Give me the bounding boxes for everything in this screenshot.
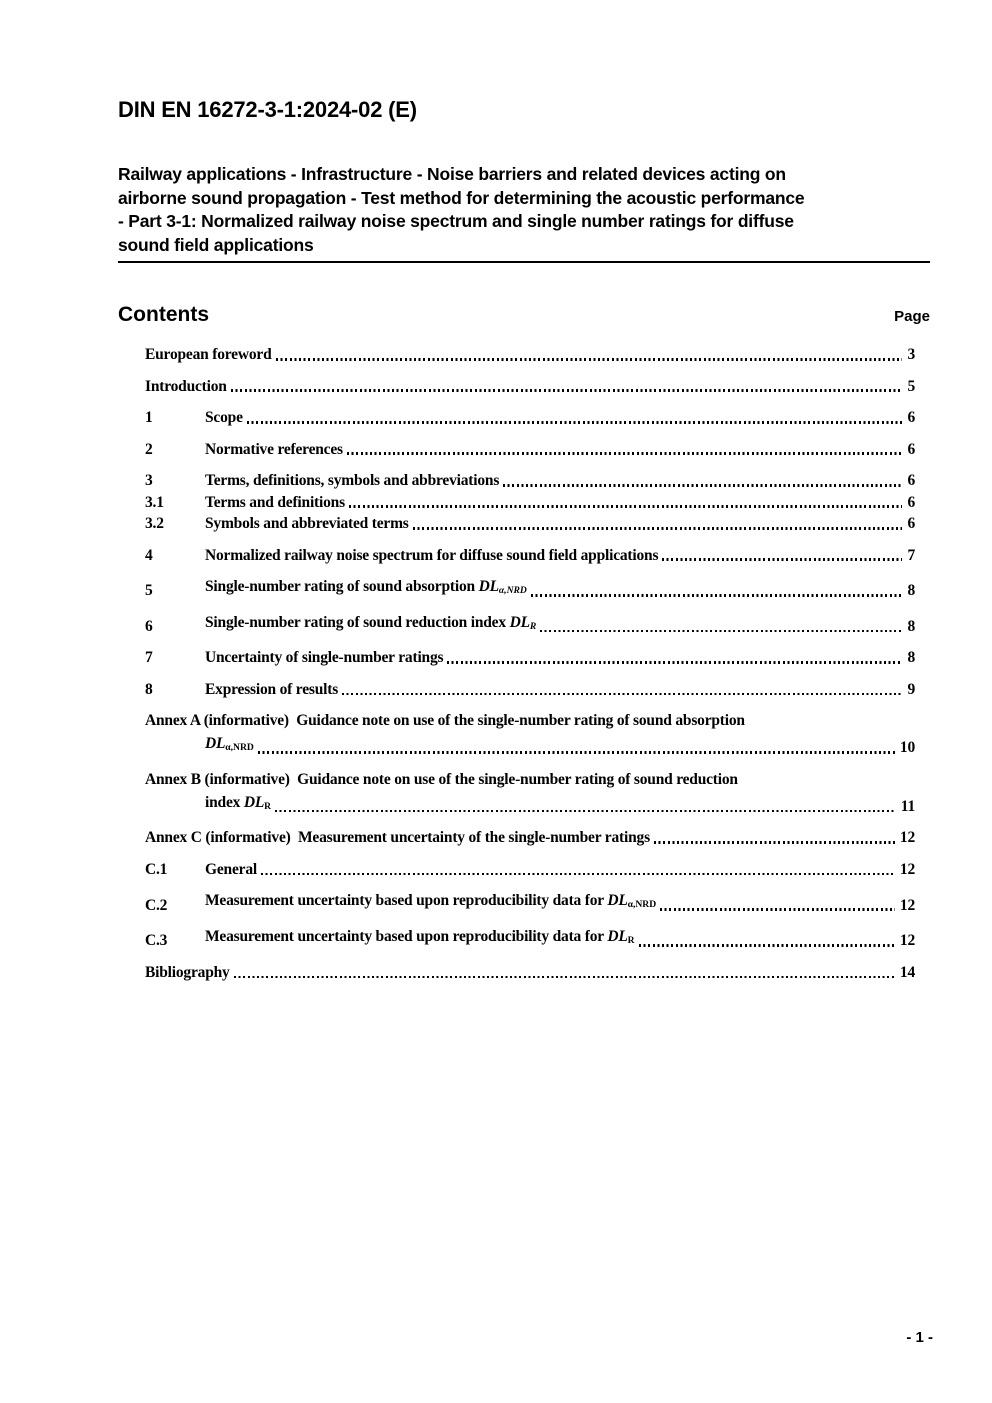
toc-entry-label: Annex B (informative) Guidance note on use of the single-number rating of sound reduction	[145, 770, 738, 788]
toc-entry	[145, 613, 915, 636]
dot-leader	[342, 693, 902, 696]
dot-leader	[276, 358, 903, 361]
toc-entry-number: 8	[145, 680, 153, 698]
toc-entry-label: Terms, definitions, symbols and abbreviations	[205, 472, 500, 489]
document-code: DIN EN 16272-3-1:2024-02 (E)	[118, 97, 417, 122]
toc-entry-label: Annex C (informative) Measurement uncertainty of the single-number ratings	[145, 829, 650, 847]
toc-entry-number: 3.1	[145, 493, 164, 511]
toc-entry	[145, 440, 915, 459]
toc-entry-label: Measurement uncertainty based upon reproducibility data for DLR	[205, 928, 635, 947]
toc-entry-label: Scope	[205, 409, 243, 426]
toc-entry-label: Symbols and abbreviated terms	[205, 515, 409, 532]
document-title-line: airborne sound propagation - Test method for determining the acoustic performance	[118, 187, 805, 208]
toc-entry	[145, 471, 915, 490]
toc-entry	[145, 793, 915, 816]
toc-entry	[145, 711, 915, 730]
toc-entry-label: General	[205, 860, 257, 878]
toc-entry-number: C.1	[145, 860, 168, 878]
toc-entry-number: 2	[145, 440, 153, 458]
toc-page-number: 7	[907, 546, 915, 564]
toc-page-number: 10	[899, 739, 915, 757]
dot-leader	[258, 751, 895, 754]
toc-page-number: 8	[907, 617, 915, 635]
toc-page-number: 6	[907, 440, 915, 458]
document-title-line: - Part 3-1: Normalized railway noise spectrum and single number ratings for diffuse	[118, 211, 794, 231]
contents-heading: Contents	[118, 303, 209, 326]
dot-leader	[654, 841, 895, 844]
toc-entry-label: Normative references	[205, 440, 343, 458]
dot-leader	[234, 976, 895, 979]
dot-leader	[540, 630, 902, 633]
toc-page-number: 12	[899, 932, 915, 950]
toc-entry-label: Single-number rating of sound reduction index DLR	[205, 613, 537, 632]
dot-leader	[662, 558, 902, 561]
page-column-label: Page	[894, 308, 930, 325]
toc-entry-label: Expression of results	[205, 680, 339, 698]
toc-entry-number: 3.2	[145, 515, 164, 532]
dot-leader	[413, 527, 903, 530]
dot-leader	[660, 908, 895, 911]
dot-leader	[447, 661, 902, 664]
toc-entry-number: 1	[145, 409, 153, 426]
page-content	[118, 97, 930, 982]
dot-leader	[639, 944, 895, 947]
toc-entry	[145, 377, 915, 396]
toc-page-number: 8	[907, 649, 915, 667]
toc-entry	[145, 345, 915, 364]
toc-entry	[145, 577, 915, 600]
toc-page-number: 11	[900, 797, 915, 815]
toc-entry	[145, 648, 915, 667]
toc-page-number: 6	[907, 409, 915, 426]
toc-page-number: 12	[899, 860, 915, 878]
toc-entry-label: Single-number rating of sound absorption DLα,NRD	[205, 578, 527, 597]
dot-leader	[275, 810, 896, 813]
toc-entry-label: Bibliography	[145, 963, 230, 981]
toc-list	[145, 345, 915, 982]
toc-entry-number: 5	[145, 582, 153, 600]
dot-leader	[503, 484, 902, 487]
toc-entry	[145, 891, 915, 914]
toc-entry-label: Measurement uncertainty based upon reproducibility data for DLα,NRD	[205, 892, 657, 911]
toc-page-number: 12	[899, 896, 915, 914]
toc-entry-label: Introduction	[145, 377, 227, 395]
footer-page-number: - 1 -	[906, 1329, 933, 1346]
toc-page-number: 5	[907, 377, 915, 395]
toc-entry-number: 7	[145, 649, 153, 667]
toc-page-number: 6	[907, 472, 915, 489]
toc-entry-label: DLα,NRD	[205, 735, 254, 754]
toc-page-number: 6	[907, 515, 915, 532]
dot-leader	[349, 505, 903, 508]
toc-entry	[145, 514, 915, 533]
toc-page-number: 8	[907, 582, 915, 600]
toc-entry	[145, 546, 915, 565]
toc-entry	[145, 734, 915, 757]
toc-page-number: 9	[907, 680, 915, 698]
toc-entry	[145, 408, 915, 427]
toc-entry	[145, 770, 915, 789]
toc-entry-label: Annex A (informative) Guidance note on use of the single-number rating of sound absorption	[145, 712, 745, 730]
toc-page-number: 3	[907, 346, 915, 363]
toc-page-number: 14	[899, 963, 915, 981]
toc-entry-number: C.3	[145, 932, 168, 950]
toc-entry-label: Uncertainty of single-number ratings	[205, 649, 444, 667]
toc-page-number: 6	[907, 493, 915, 511]
dot-leader	[347, 452, 903, 455]
toc-entry-number: 3	[145, 472, 153, 489]
dot-leader	[531, 594, 903, 597]
toc-entry	[145, 927, 915, 950]
toc-entry-label: Terms and definitions	[205, 493, 345, 511]
document-title	[118, 163, 930, 257]
dot-leader	[261, 873, 895, 876]
toc-page-number: 12	[899, 829, 915, 847]
toc-entry	[145, 680, 915, 699]
toc-entry	[145, 493, 915, 512]
toc-entry	[145, 963, 915, 982]
document-title-line: Railway applications - Infrastructure - Noise barriers and related devices acting on	[118, 164, 786, 184]
document-title-line: sound field applications	[118, 234, 314, 255]
toc-entry-number: 6	[145, 617, 153, 635]
toc-entry-label: index DLR	[205, 793, 272, 812]
toc-entry-label: Normalized railway noise spectrum for diffuse sound field applications	[205, 546, 659, 564]
toc-entry	[145, 860, 915, 879]
dot-leader	[231, 389, 903, 392]
toc-entry	[145, 828, 915, 847]
title-divider-rule	[118, 261, 930, 263]
toc-entry-number: C.2	[145, 896, 168, 914]
toc-entry-label: European foreword	[145, 346, 272, 363]
toc-entry-number: 4	[145, 546, 153, 564]
contents-header	[118, 303, 930, 327]
dot-leader	[247, 421, 903, 424]
